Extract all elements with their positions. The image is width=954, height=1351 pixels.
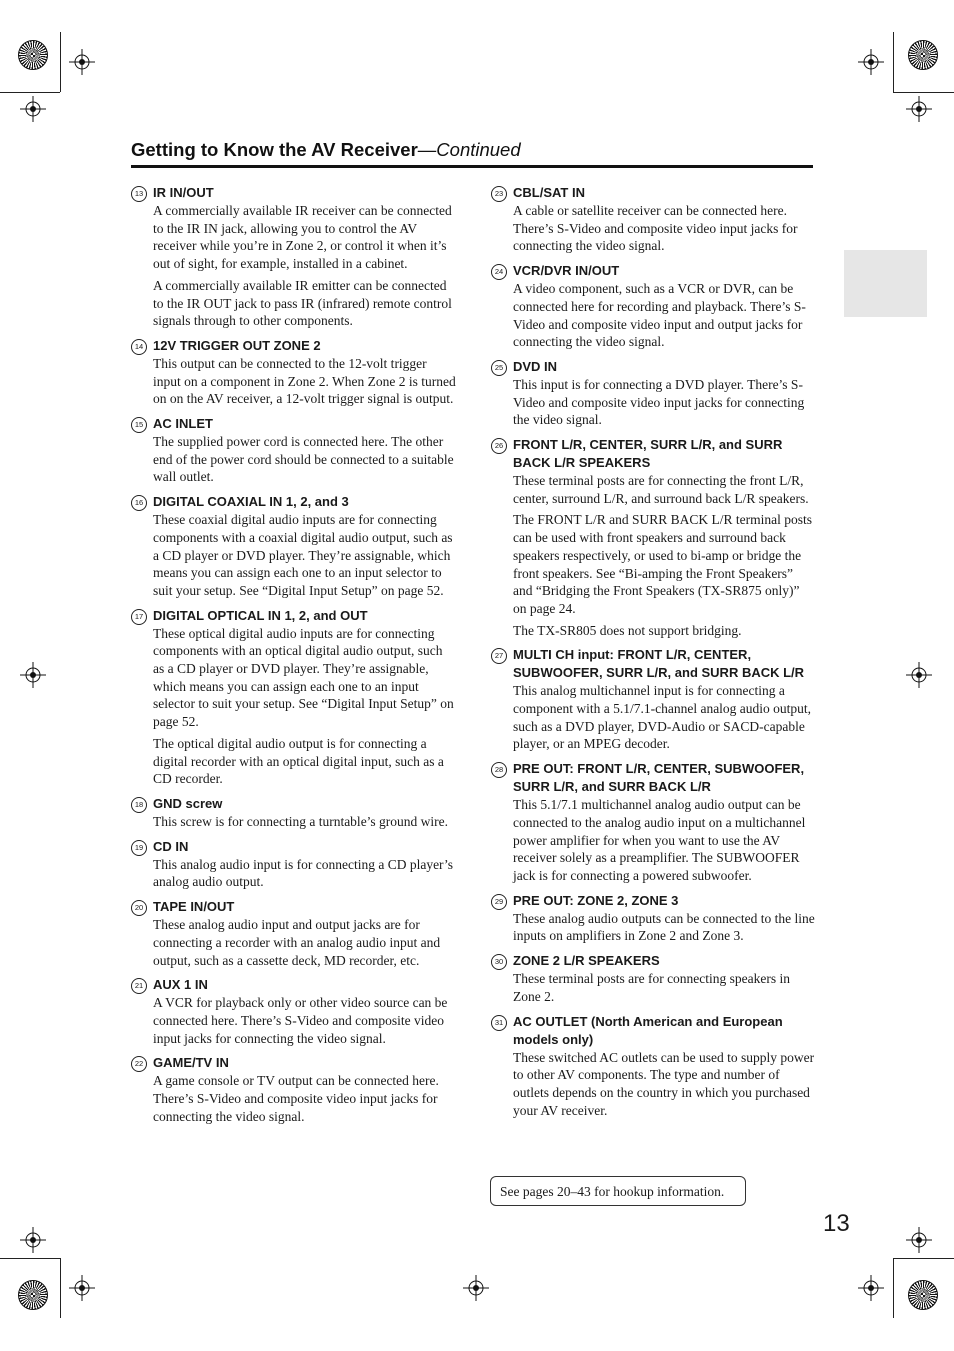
crop-mark <box>893 1258 954 1259</box>
page-number: 13 <box>823 1210 850 1237</box>
description-item <box>491 646 815 753</box>
item-number-badge: 13 <box>131 186 147 202</box>
print-rosette-mark <box>908 40 938 70</box>
item-number-badge: 29 <box>491 894 507 910</box>
crop-mark <box>60 1258 61 1318</box>
crop-mark <box>893 92 954 93</box>
item-description: These optical digital audio inputs are for connecting components with an optical digital audio output, such as a CD player or DVD player. They’re assignable, which means you can assign each one to an input selector to suit your setup. See “Digital Input Setup” on page 52. <box>153 625 454 730</box>
item-number-badge: 24 <box>491 264 507 280</box>
registration-mark-icon <box>69 1275 95 1301</box>
item-description: This analog multichannel input is for connecting a component with a 5.1/7.1-channel analog audio output, such as a DVD player, DVD-Audio or SACD-capable player, or an MPEG decoder. <box>513 683 812 752</box>
registration-mark-icon <box>906 1227 932 1253</box>
item-number-badge: 18 <box>131 797 147 813</box>
print-rosette-mark <box>908 1280 938 1310</box>
item-description: A commercially available IR emitter can be connected to the IR OUT jack to pass IR (infrared) remote control signals through to other components. <box>153 277 452 329</box>
registration-mark-icon <box>463 1275 489 1301</box>
crop-mark <box>0 92 60 93</box>
item-description: The supplied power cord is connected here. The other end of the power cord should be connected to a suitable wall outlet. <box>153 434 454 485</box>
crop-mark <box>0 1258 60 1259</box>
page-title: Getting to Know the AV Receiver <box>131 139 418 160</box>
section-tab <box>844 250 927 317</box>
item-description: A commercially available IR receiver can be connected to the IR IN jack, allowing you to control the AV receiver while you’re in Zone 2, or control it when it’s out of sight, for example, installed in a cabinet. <box>153 203 452 272</box>
item-title: GAME/TV IN <box>153 1055 229 1071</box>
description-item <box>491 358 815 429</box>
page-header <box>131 139 813 161</box>
item-title: FRONT L/R, CENTER, SURR L/R, and SURR BACK L/R SPEAKERS <box>513 437 783 471</box>
registration-mark-icon <box>20 96 46 122</box>
crop-mark <box>893 32 894 92</box>
item-description: These terminal posts are for connecting speakers in Zone 2. <box>513 971 791 1004</box>
registration-mark-icon <box>20 1227 46 1253</box>
item-number-badge: 28 <box>491 762 507 778</box>
description-item <box>491 1013 815 1120</box>
item-description: This screw is for connecting a turntable’s ground wire. <box>153 813 449 829</box>
description-item <box>491 892 815 945</box>
description-item <box>131 184 456 330</box>
item-description: These analog audio input and output jacks are for connecting a recorder with an analog audio input and output, such as a cassette deck, MD recorder, etc. <box>153 917 441 968</box>
description-item <box>491 760 815 885</box>
item-title: PRE OUT: FRONT L/R, CENTER, SUBWOOFER, SURR L/R, and SURR BACK L/R <box>513 761 805 795</box>
item-number-badge: 20 <box>131 900 147 916</box>
print-rosette-mark <box>18 1280 48 1310</box>
registration-mark-icon <box>858 1275 884 1301</box>
registration-mark-icon <box>69 49 95 75</box>
item-title: CBL/SAT IN <box>513 185 585 200</box>
print-rosette-mark <box>18 40 48 70</box>
item-number-badge: 27 <box>491 648 507 664</box>
item-description: A video component, such as a VCR or DVR, can be connected here for recording and playback. There’s S-Video and composite video input and output jacks for connecting the video signal. <box>513 281 806 350</box>
description-item <box>491 262 815 351</box>
item-description: The FRONT L/R and SURR BACK L/R terminal posts can be used with front speakers and surround back speakers respectively, or used to bi-amp or bridge the front speakers. See “Bi-amping the Front Speakers” and “Bridging the Front Speakers (TX-SR875 only)” on page 24. <box>513 512 813 616</box>
item-number-badge: 22 <box>131 1056 147 1072</box>
item-description: These terminal posts are for connecting the front L/R, center, surround L/R, and surround back L/R speakers. <box>513 473 809 506</box>
page-title-continued: —Continued <box>417 139 521 160</box>
item-title: ZONE 2 L/R SPEAKERS <box>513 953 660 969</box>
description-item <box>131 795 456 831</box>
description-item <box>491 436 815 639</box>
item-number-badge: 16 <box>131 495 147 511</box>
item-title: PRE OUT: ZONE 2, ZONE 3 <box>513 892 679 908</box>
description-item <box>131 898 456 969</box>
item-title: AC OUTLET (North American and European models only) <box>513 1013 783 1047</box>
description-item <box>131 1054 456 1125</box>
item-description: This input is for connecting a DVD player. There’s S-Video and composite video input jacks for connecting the video signal. <box>513 376 805 428</box>
registration-mark-icon <box>20 662 46 688</box>
item-title: IR IN/OUT <box>153 185 214 200</box>
item-title: DIGITAL OPTICAL IN 1, 2, and OUT <box>153 607 368 623</box>
item-number-badge: 14 <box>131 339 147 355</box>
item-number-badge: 15 <box>131 417 147 433</box>
description-item <box>131 607 456 788</box>
item-number-badge: 30 <box>491 954 507 970</box>
description-item <box>131 976 456 1047</box>
description-item <box>131 493 456 600</box>
item-description: The optical digital audio output is for connecting a digital recorder with an optical digital input, such as a CD recorder. <box>153 735 444 787</box>
item-title: AUX 1 IN <box>153 977 208 993</box>
item-number-badge: 19 <box>131 840 147 856</box>
item-number-badge: 25 <box>491 360 507 376</box>
header-rule <box>131 165 813 168</box>
item-description: This 5.1/7.1 multichannel analog audio output can be connected to the analog audio input on a multichannel power amplifier for when you want to use the AV receiver solely as a preamplifier. The SUBWOOFER jack is for connecting a powered subwoofer. <box>513 797 806 883</box>
item-description: These coaxial digital audio inputs are for connecting components with a coaxial digital audio output, such as a CD player or DVD player. They’re assignable, which means you can assign each one to an input selector to suit your setup. See “Digital Input Setup” on page 52. <box>153 512 453 598</box>
item-number-badge: 31 <box>491 1015 507 1031</box>
crop-mark <box>893 1258 894 1318</box>
description-item <box>491 184 815 255</box>
item-title: VCR/DVR IN/OUT <box>513 263 620 279</box>
item-number-badge: 23 <box>491 186 507 202</box>
item-title: MULTI CH input: FRONT L/R, CENTER, SUBWOOFER, SURR L/R, and SURR BACK L/R <box>513 647 805 681</box>
hookup-note-box: See pages 20–43 for hookup information. <box>490 1176 746 1206</box>
item-description: A VCR for playback only or other video source can be connected here. There’s S-Video and composite video input jacks for connecting the video signal. <box>153 995 448 1046</box>
registration-mark-icon <box>906 96 932 122</box>
left-column <box>131 184 456 1132</box>
item-title: CD IN <box>153 838 189 854</box>
item-number-badge: 21 <box>131 978 147 994</box>
item-description: This analog audio input is for connecting a CD player’s analog audio output. <box>153 856 454 890</box>
description-item <box>131 337 456 408</box>
registration-mark-icon <box>858 49 884 75</box>
item-title: DIGITAL COAXIAL IN 1, 2, and 3 <box>153 494 349 510</box>
item-title: 12V TRIGGER OUT ZONE 2 <box>153 337 321 353</box>
item-description: The TX-SR805 does not support bridging. <box>513 622 742 638</box>
description-item <box>131 415 456 486</box>
item-number-badge: 17 <box>131 609 147 625</box>
item-description: A game console or TV output can be connected here. There’s S-Video and composite video input jacks for connecting the video signal. <box>153 1073 439 1124</box>
description-item <box>131 838 456 891</box>
crop-mark <box>60 32 61 92</box>
right-column <box>491 184 815 1126</box>
description-item <box>491 952 815 1005</box>
item-description: A cable or satellite receiver can be connected here. There’s S-Video and composite video input jacks for connecting the video signal. <box>513 203 798 254</box>
registration-mark-icon <box>906 662 932 688</box>
item-title: TAPE IN/OUT <box>153 899 235 915</box>
item-title: GND screw <box>153 795 223 811</box>
item-title: DVD IN <box>513 358 558 374</box>
item-description: These switched AC outlets can be used to supply power to other AV components. The type and number of outlets depends on the country in which you purchased your AV receiver. <box>513 1049 815 1118</box>
item-number-badge: 26 <box>491 438 507 454</box>
item-title: AC INLET <box>153 416 213 432</box>
item-description: This output can be connected to the 12-volt trigger input on a component in Zone 2. When Zone 2 is turned on on the AV receiver, a 12-volt trigger signal is output. <box>153 355 456 407</box>
item-description: These analog audio outputs can be connected to the line inputs on amplifiers in Zone 2 and Zone 3. <box>513 910 815 944</box>
